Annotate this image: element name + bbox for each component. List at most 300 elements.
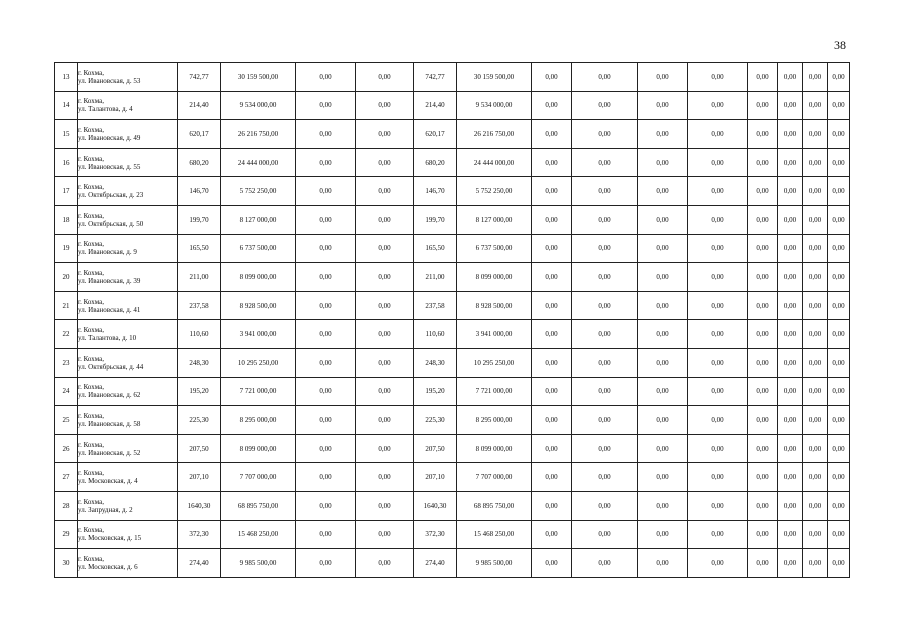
value-cell: 8 295 000,00 [221,406,296,435]
value-cell: 0,00 [828,463,850,492]
value-cell: 742,77 [178,63,221,92]
value-cell: 0,00 [748,177,778,206]
value-cell: 0,00 [688,148,748,177]
value-cell: 0,00 [778,520,803,549]
value-cell: 0,00 [638,463,688,492]
table-row [55,205,850,234]
address-city: г. Кохма, [78,211,104,220]
table-row [55,148,850,177]
value-cell: 0,00 [748,148,778,177]
value-cell: 146,70 [414,177,457,206]
address-city: г. Кохма, [78,125,104,134]
address-cell [78,63,178,92]
value-cell: 0,00 [356,148,414,177]
value-cell: 0,00 [828,520,850,549]
value-cell: 0,00 [778,434,803,463]
value-cell: 0,00 [748,234,778,263]
value-cell: 0,00 [688,463,748,492]
value-cell: 0,00 [828,63,850,92]
value-cell: 248,30 [414,348,457,377]
value-cell: 0,00 [688,406,748,435]
address-street: ул. Октябрьская, д. 44 [78,362,144,371]
value-cell: 0,00 [532,205,572,234]
value-cell: 0,00 [688,177,748,206]
address-street: ул. Ивановская, д. 49 [78,133,141,142]
value-cell: 0,00 [803,463,828,492]
value-cell: 15 468 250,00 [221,520,296,549]
value-cell: 0,00 [828,120,850,149]
value-cell: 8 099 000,00 [221,434,296,463]
value-cell: 0,00 [778,463,803,492]
value-cell: 0,00 [778,549,803,578]
value-cell: 1640,30 [178,491,221,520]
value-cell: 0,00 [532,234,572,263]
value-cell: 0,00 [572,291,638,320]
value-cell: 0,00 [296,234,356,263]
value-cell: 0,00 [803,320,828,349]
value-cell: 6 737 500,00 [457,234,532,263]
value-cell: 9 985 500,00 [221,549,296,578]
value-cell: 7 707 000,00 [457,463,532,492]
address-street: ул. Талантова, д. 10 [78,334,137,343]
value-cell: 0,00 [296,291,356,320]
row-number: 14 [55,91,78,120]
value-cell: 0,00 [572,63,638,92]
table-row [55,320,850,349]
value-cell: 0,00 [778,120,803,149]
value-cell: 0,00 [532,377,572,406]
value-cell: 0,00 [532,91,572,120]
value-cell: 0,00 [296,177,356,206]
value-cell: 211,00 [178,263,221,292]
value-cell: 207,10 [414,463,457,492]
value-cell: 68 895 750,00 [221,491,296,520]
value-cell: 0,00 [532,549,572,578]
value-cell: 0,00 [803,520,828,549]
value-cell: 0,00 [748,520,778,549]
value-cell: 0,00 [803,148,828,177]
table-row [55,63,850,92]
table-row [55,91,850,120]
address-street: ул. Московская, д. 4 [78,477,138,486]
value-cell: 0,00 [356,120,414,149]
data-table [54,62,850,578]
value-cell: 3 941 000,00 [457,320,532,349]
value-cell: 24 444 000,00 [457,148,532,177]
address-street: ул. Ивановская, д. 58 [78,419,141,428]
row-number: 26 [55,434,78,463]
value-cell: 214,40 [178,91,221,120]
value-cell: 26 216 750,00 [457,120,532,149]
value-cell: 0,00 [356,234,414,263]
value-cell: 0,00 [803,406,828,435]
row-number: 22 [55,320,78,349]
value-cell: 0,00 [638,177,688,206]
value-cell: 0,00 [748,63,778,92]
row-number: 13 [55,63,78,92]
value-cell: 0,00 [532,177,572,206]
value-cell: 0,00 [572,549,638,578]
row-number: 20 [55,263,78,292]
address-cell [78,320,178,349]
value-cell: 30 159 500,00 [457,63,532,92]
value-cell: 0,00 [572,148,638,177]
value-cell: 0,00 [356,91,414,120]
value-cell: 8 099 000,00 [221,263,296,292]
table-row [55,263,850,292]
value-cell: 199,70 [178,205,221,234]
value-cell: 10 295 250,00 [457,348,532,377]
value-cell: 7 721 000,00 [457,377,532,406]
value-cell: 0,00 [296,491,356,520]
value-cell: 0,00 [828,291,850,320]
address-cell [78,91,178,120]
address-street: ул. Ивановская, д. 53 [78,76,141,85]
value-cell: 372,30 [414,520,457,549]
value-cell: 0,00 [748,549,778,578]
value-cell: 110,60 [414,320,457,349]
value-cell: 0,00 [803,348,828,377]
value-cell: 0,00 [296,377,356,406]
value-cell: 237,58 [178,291,221,320]
address-city: г. Кохма, [78,154,104,163]
value-cell: 0,00 [572,377,638,406]
value-cell: 0,00 [572,406,638,435]
value-cell: 0,00 [778,177,803,206]
value-cell: 0,00 [688,520,748,549]
value-cell: 7 707 000,00 [221,463,296,492]
value-cell: 8 928 500,00 [221,291,296,320]
value-cell: 214,40 [414,91,457,120]
address-city: г. Кохма, [78,383,104,392]
value-cell: 0,00 [296,91,356,120]
value-cell: 0,00 [356,348,414,377]
row-number: 27 [55,463,78,492]
value-cell: 3 941 000,00 [221,320,296,349]
value-cell: 0,00 [748,91,778,120]
row-number: 28 [55,491,78,520]
value-cell: 0,00 [638,406,688,435]
address-city: г. Кохма, [78,411,104,420]
value-cell: 15 468 250,00 [457,520,532,549]
value-cell: 0,00 [688,348,748,377]
address-street: ул. Талантова, д. 4 [78,105,133,114]
value-cell: 9 534 000,00 [221,91,296,120]
value-cell: 207,50 [178,434,221,463]
value-cell: 0,00 [356,463,414,492]
value-cell: 30 159 500,00 [221,63,296,92]
address-cell [78,520,178,549]
value-cell: 0,00 [638,263,688,292]
value-cell: 0,00 [356,63,414,92]
value-cell: 0,00 [572,434,638,463]
value-cell: 0,00 [828,549,850,578]
address-cell [78,120,178,149]
value-cell: 0,00 [296,549,356,578]
value-cell: 0,00 [296,320,356,349]
page-number: 38 [834,38,846,52]
row-number: 15 [55,120,78,149]
value-cell: 0,00 [748,377,778,406]
value-cell: 0,00 [572,120,638,149]
address-street: ул. Московская, д. 15 [78,534,142,543]
address-city: г. Кохма, [78,469,104,478]
value-cell: 0,00 [296,148,356,177]
value-cell: 0,00 [638,63,688,92]
value-cell: 0,00 [572,520,638,549]
value-cell: 0,00 [532,434,572,463]
value-cell: 26 216 750,00 [221,120,296,149]
address-street: ул. Октябрьская, д. 23 [78,191,144,200]
address-city: г. Кохма, [78,240,104,249]
value-cell: 0,00 [356,377,414,406]
value-cell: 195,20 [414,377,457,406]
value-cell: 0,00 [688,320,748,349]
value-cell: 0,00 [356,263,414,292]
row-number: 19 [55,234,78,263]
value-cell: 0,00 [778,406,803,435]
value-cell: 0,00 [688,549,748,578]
address-street: ул. Ивановская, д. 52 [78,448,141,457]
value-cell: 620,17 [414,120,457,149]
value-cell: 0,00 [748,406,778,435]
table-row [55,377,850,406]
table-row [55,120,850,149]
value-cell: 0,00 [828,205,850,234]
value-cell: 110,60 [178,320,221,349]
value-cell: 7 721 000,00 [221,377,296,406]
value-cell: 0,00 [638,91,688,120]
value-cell: 0,00 [803,234,828,263]
value-cell: 0,00 [638,377,688,406]
value-cell: 0,00 [572,320,638,349]
value-cell: 0,00 [638,320,688,349]
row-number: 21 [55,291,78,320]
value-cell: 0,00 [356,205,414,234]
address-city: г. Кохма, [78,526,104,535]
value-cell: 0,00 [638,434,688,463]
value-cell: 0,00 [748,205,778,234]
value-cell: 0,00 [638,120,688,149]
table-row [55,491,850,520]
value-cell: 0,00 [296,63,356,92]
value-cell: 0,00 [532,320,572,349]
value-cell: 0,00 [778,377,803,406]
value-cell: 680,20 [178,148,221,177]
value-cell: 0,00 [748,463,778,492]
value-cell: 0,00 [748,491,778,520]
value-cell: 0,00 [688,434,748,463]
address-cell [78,434,178,463]
value-cell: 0,00 [803,263,828,292]
value-cell: 0,00 [532,491,572,520]
value-cell: 0,00 [532,520,572,549]
value-cell: 1640,30 [414,491,457,520]
value-cell: 0,00 [778,205,803,234]
address-cell [78,291,178,320]
table-row [55,177,850,206]
value-cell: 0,00 [572,463,638,492]
value-cell: 0,00 [532,291,572,320]
value-cell: 0,00 [356,320,414,349]
address-cell [78,406,178,435]
value-cell: 8 928 500,00 [457,291,532,320]
row-number: 24 [55,377,78,406]
value-cell: 248,30 [178,348,221,377]
value-cell: 0,00 [688,491,748,520]
row-number: 29 [55,520,78,549]
address-city: г. Кохма, [78,297,104,306]
address-street: ул. Ивановская, д. 41 [78,305,141,314]
address-cell [78,234,178,263]
address-street: ул. Ивановская, д. 9 [78,248,137,257]
table-row [55,406,850,435]
row-number: 23 [55,348,78,377]
value-cell: 0,00 [688,63,748,92]
address-street: ул. Ивановская, д. 62 [78,391,141,400]
value-cell: 0,00 [532,148,572,177]
value-cell: 0,00 [778,348,803,377]
value-cell: 0,00 [803,205,828,234]
value-cell: 0,00 [803,434,828,463]
value-cell: 0,00 [638,348,688,377]
value-cell: 9 534 000,00 [457,91,532,120]
value-cell: 0,00 [356,491,414,520]
value-cell: 0,00 [572,234,638,263]
row-number: 17 [55,177,78,206]
value-cell: 0,00 [748,263,778,292]
value-cell: 0,00 [356,291,414,320]
address-city: г. Кохма, [78,354,104,363]
value-cell: 0,00 [296,263,356,292]
value-cell: 0,00 [803,120,828,149]
value-cell: 0,00 [572,491,638,520]
value-cell: 0,00 [638,520,688,549]
value-cell: 0,00 [532,263,572,292]
value-cell: 0,00 [356,549,414,578]
value-cell: 237,58 [414,291,457,320]
value-cell: 0,00 [688,377,748,406]
value-cell: 0,00 [748,434,778,463]
value-cell: 0,00 [572,348,638,377]
value-cell: 274,40 [414,549,457,578]
value-cell: 0,00 [532,120,572,149]
address-city: г. Кохма, [78,554,104,563]
value-cell: 211,00 [414,263,457,292]
value-cell: 0,00 [828,434,850,463]
address-city: г. Кохма, [78,97,104,106]
value-cell: 8 099 000,00 [457,434,532,463]
value-cell: 0,00 [572,263,638,292]
row-number: 30 [55,549,78,578]
value-cell: 620,17 [178,120,221,149]
value-cell: 0,00 [296,120,356,149]
address-cell [78,549,178,578]
value-cell: 0,00 [828,406,850,435]
value-cell: 0,00 [778,263,803,292]
value-cell: 0,00 [356,177,414,206]
value-cell: 0,00 [532,463,572,492]
table-row [55,434,850,463]
value-cell: 0,00 [296,348,356,377]
value-cell: 742,77 [414,63,457,92]
row-number: 16 [55,148,78,177]
value-cell: 0,00 [638,234,688,263]
value-cell: 0,00 [803,91,828,120]
value-cell: 0,00 [638,491,688,520]
value-cell: 6 737 500,00 [221,234,296,263]
row-number: 18 [55,205,78,234]
value-cell: 195,20 [178,377,221,406]
value-cell: 5 752 250,00 [221,177,296,206]
value-cell: 8 295 000,00 [457,406,532,435]
value-cell: 0,00 [572,177,638,206]
address-city: г. Кохма, [78,68,104,77]
value-cell: 0,00 [803,549,828,578]
value-cell: 0,00 [803,177,828,206]
value-cell: 372,30 [178,520,221,549]
address-street: ул. Октябрьская, д. 50 [78,219,144,228]
value-cell: 8 099 000,00 [457,263,532,292]
value-cell: 0,00 [828,491,850,520]
value-cell: 0,00 [778,320,803,349]
table-row [55,291,850,320]
value-cell: 0,00 [828,320,850,349]
value-cell: 0,00 [532,63,572,92]
value-cell: 207,10 [178,463,221,492]
address-cell [78,348,178,377]
table-body [55,63,850,578]
address-cell [78,148,178,177]
value-cell: 0,00 [638,291,688,320]
address-cell [78,491,178,520]
value-cell: 24 444 000,00 [221,148,296,177]
value-cell: 0,00 [296,406,356,435]
value-cell: 0,00 [778,234,803,263]
value-cell: 0,00 [356,520,414,549]
value-cell: 0,00 [778,148,803,177]
value-cell: 0,00 [688,205,748,234]
address-cell [78,177,178,206]
value-cell: 0,00 [638,148,688,177]
address-cell [78,205,178,234]
value-cell: 0,00 [778,91,803,120]
value-cell: 9 985 500,00 [457,549,532,578]
value-cell: 0,00 [688,291,748,320]
value-cell: 225,30 [178,406,221,435]
address-cell [78,463,178,492]
value-cell: 5 752 250,00 [457,177,532,206]
value-cell: 0,00 [638,205,688,234]
value-cell: 0,00 [778,491,803,520]
address-city: г. Кохма, [78,440,104,449]
table-row [55,520,850,549]
table-row [55,348,850,377]
value-cell: 0,00 [803,377,828,406]
value-cell: 0,00 [828,263,850,292]
value-cell: 207,50 [414,434,457,463]
address-city: г. Кохма, [78,268,104,277]
value-cell: 0,00 [638,549,688,578]
value-cell: 0,00 [688,234,748,263]
address-street: ул. Ивановская, д. 55 [78,162,141,171]
value-cell: 146,70 [178,177,221,206]
value-cell: 0,00 [778,291,803,320]
value-cell: 274,40 [178,549,221,578]
value-cell: 68 895 750,00 [457,491,532,520]
value-cell: 0,00 [572,205,638,234]
value-cell: 0,00 [296,463,356,492]
